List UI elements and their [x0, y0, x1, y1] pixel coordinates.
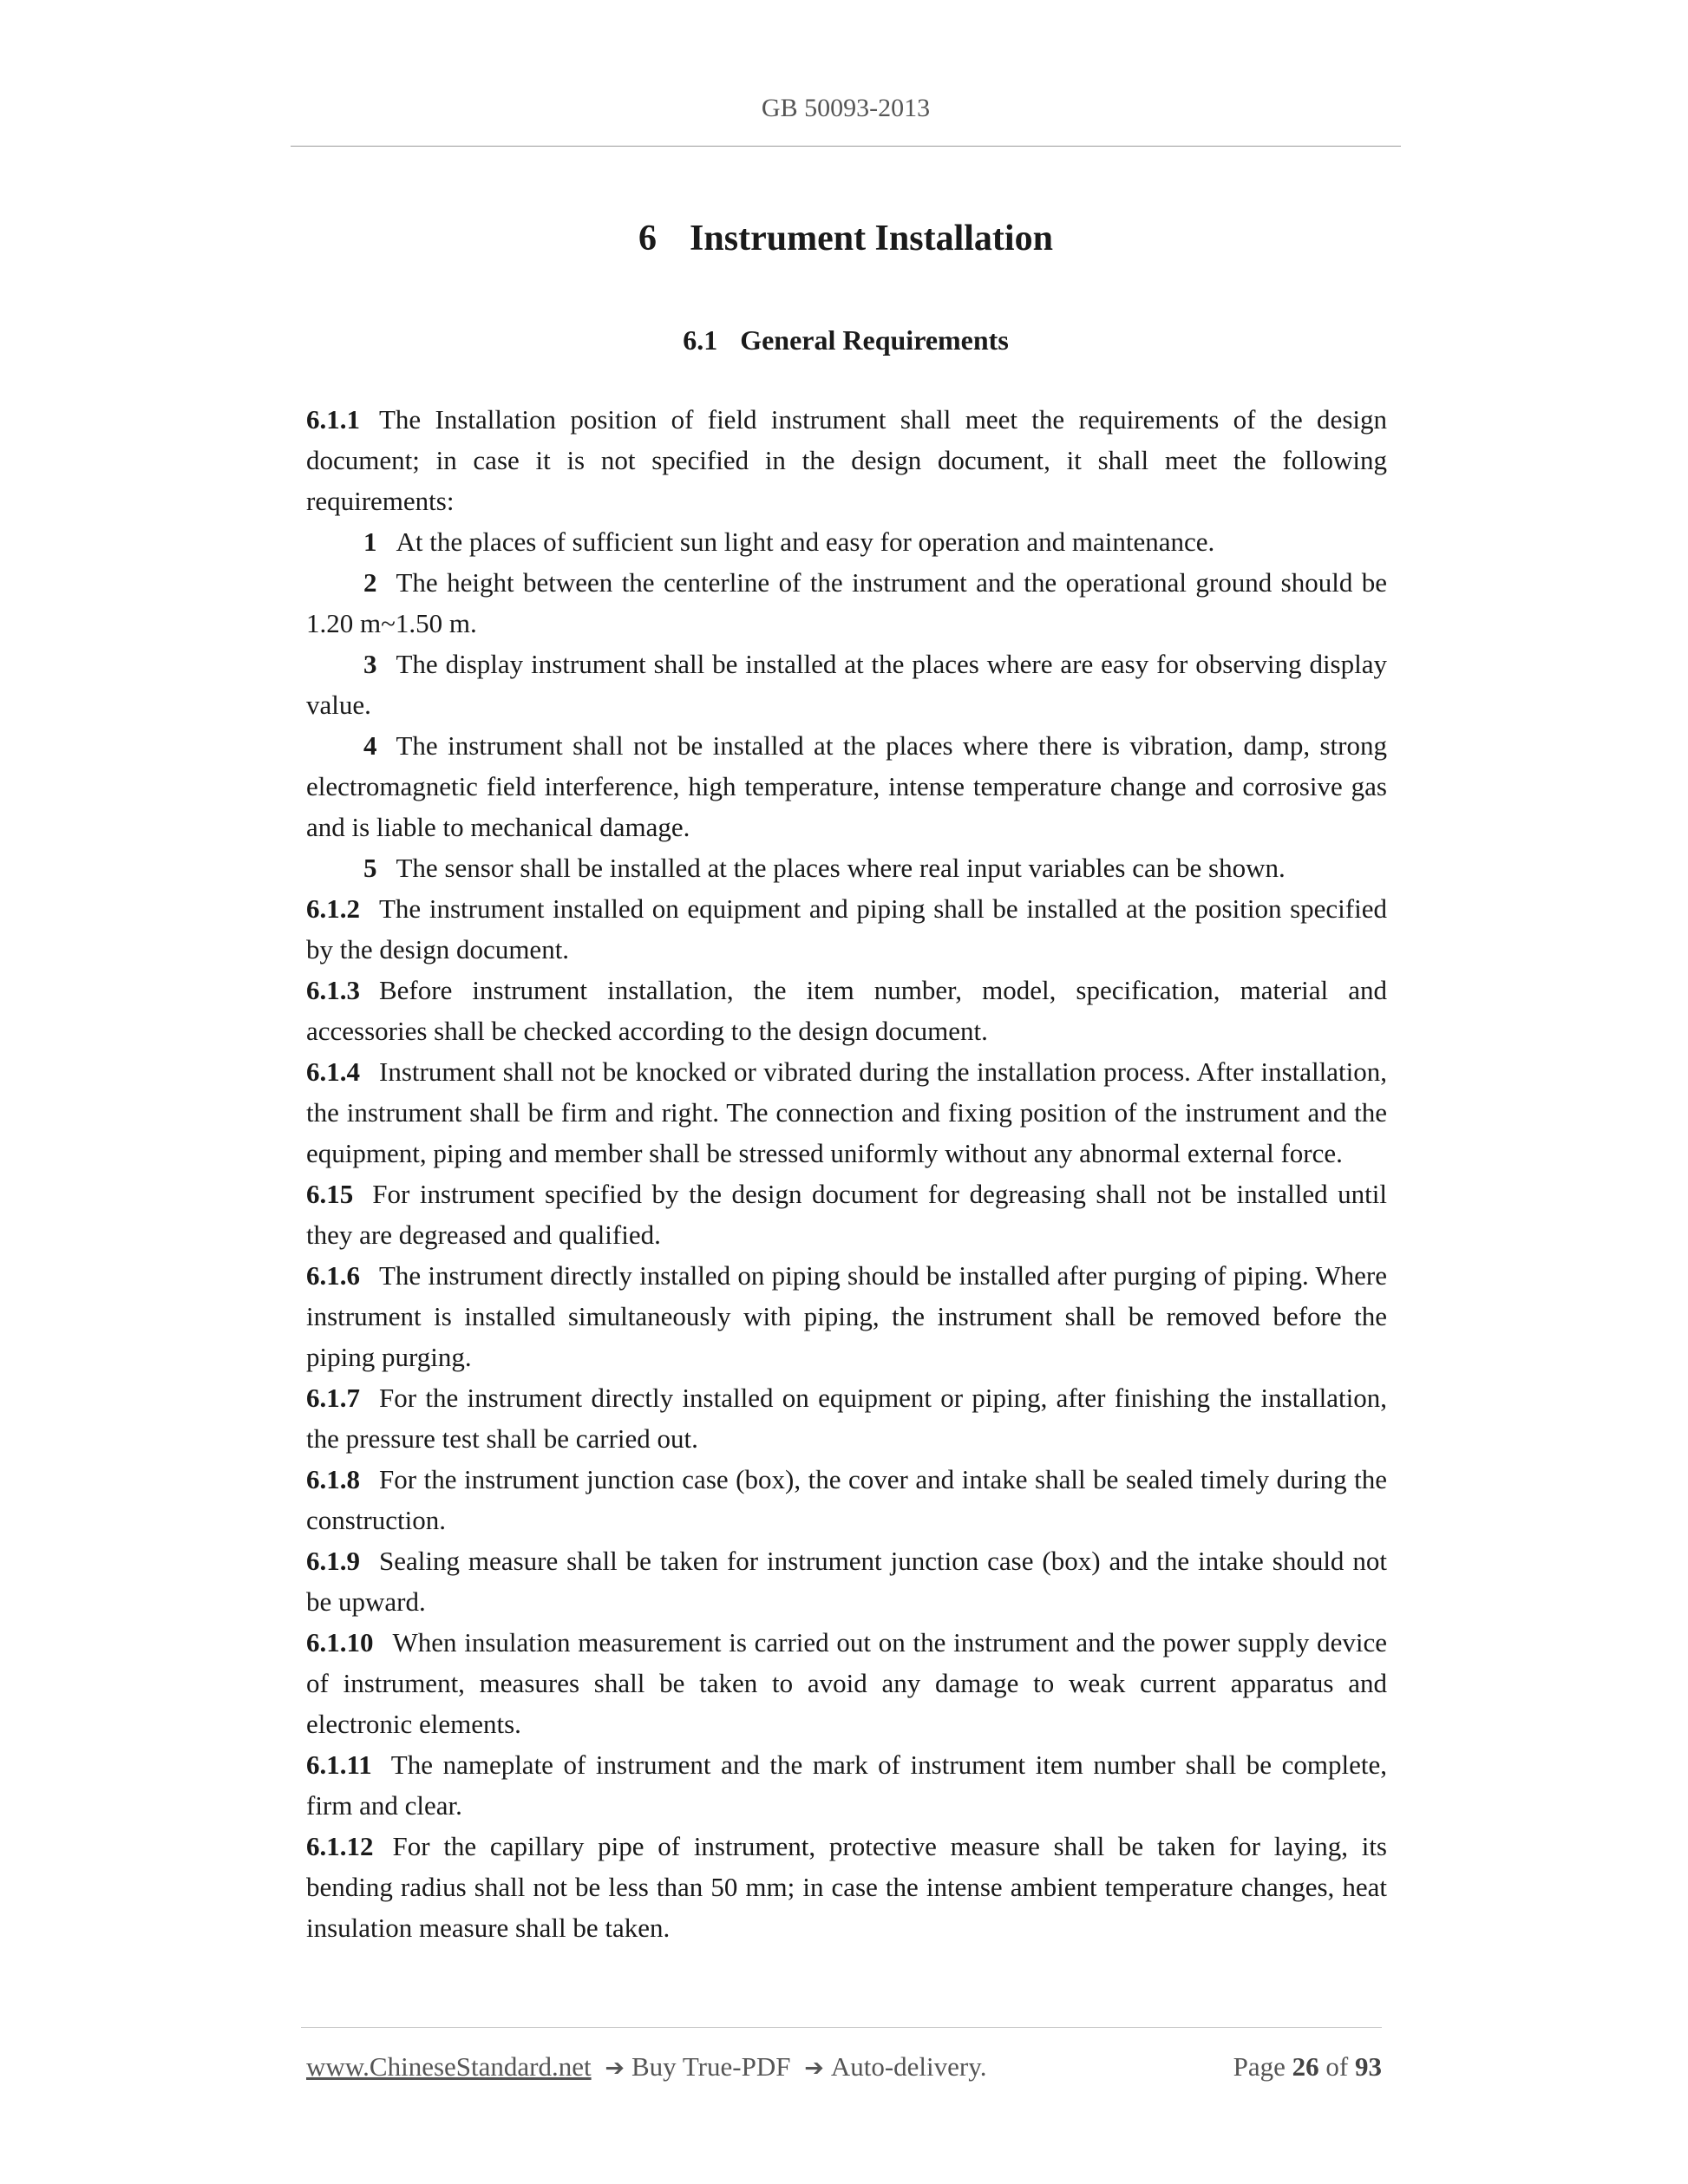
item-text: The sensor shall be installed at the places where real input variables can be shown.	[396, 853, 1286, 883]
header-divider	[291, 146, 1401, 147]
clause-text: For the instrument junction case (box), the cover and intake shall be sealed timely during the construction.	[306, 1464, 1387, 1535]
section-title	[291, 319, 1401, 361]
clause-number: 6.1.11	[306, 1749, 372, 1780]
clause-text: For the instrument directly installed on equipment or piping, after finishing the installation, the pressure test shall be carried out.	[306, 1383, 1387, 1454]
item-number: 4	[363, 730, 377, 761]
clause-text: The instrument directly installed on piping should be installed after purging of piping. Where instrument is installed simultaneously with piping, the instrument shall be removed before the piping purging.	[306, 1260, 1387, 1372]
clause-6-1-4	[306, 1051, 1387, 1174]
clause-number: 6.1.3	[306, 975, 360, 1005]
footer-promo	[306, 2047, 986, 2089]
footer-divider	[301, 2027, 1382, 2028]
item-text: The height between the centerline of the instrument and the operational ground should be 1.20 m~1.50 m.	[306, 567, 1387, 638]
clause-number: 6.1.1	[306, 404, 360, 435]
page-header: GB 50093-2013	[761, 94, 931, 122]
clause-6-1-5	[306, 1174, 1387, 1255]
clause-text: The Installation position of field instrument shall meet the requirements of the design document; in case it is not specified in the design document, it shall meet the following requirements:	[306, 404, 1387, 516]
clause-6-1-2	[306, 888, 1387, 970]
item-number: 2	[363, 567, 377, 598]
item-number: 5	[363, 853, 377, 883]
auto-delivery-text: Auto-delivery.	[830, 2051, 987, 2082]
chapter-number: 6	[638, 219, 658, 258]
chapter-title-text: Instrument Installation	[690, 219, 1053, 258]
chapter-title	[291, 213, 1401, 265]
section-number: 6.1	[683, 324, 718, 356]
clause-number: 6.1.9	[306, 1546, 360, 1576]
buy-true-pdf-text: Buy True-PDF	[631, 2051, 791, 2082]
list-item	[306, 847, 1387, 888]
clause-6-1-1	[306, 399, 1387, 521]
clause-number: 6.1.10	[306, 1627, 374, 1658]
item-text: The display instrument shall be installed at the places where are easy for observing display value.	[306, 649, 1387, 720]
clause-number: 6.1.12	[306, 1831, 374, 1861]
site-link[interactable]: www.ChineseStandard.net	[306, 2051, 592, 2082]
list-item	[306, 521, 1387, 562]
clause-text: For instrument specified by the design document for degreasing shall not be installed until they are degreased and qualified.	[306, 1179, 1387, 1250]
clause-number: 6.1.8	[306, 1464, 360, 1494]
clause-text: Before instrument installation, the item number, model, specification, material and accessories shall be checked according to the design document.	[306, 975, 1387, 1046]
clause-text: The instrument installed on equipment and piping shall be installed at the position specified by the design document.	[306, 893, 1387, 964]
clause-number: 6.1.6	[306, 1260, 360, 1291]
right-arrow-icon: ➔	[804, 2055, 824, 2082]
clause-6-1-6	[306, 1255, 1387, 1377]
page-current: 26	[1292, 2051, 1319, 2082]
item-number: 3	[363, 649, 377, 679]
clause-6-1-3	[306, 970, 1387, 1051]
clause-number: 6.1.7	[306, 1383, 360, 1413]
clause-6-1-10	[306, 1622, 1387, 1744]
clause-6-1-7	[306, 1377, 1387, 1459]
clause-number: 6.1.2	[306, 893, 360, 924]
item-number: 1	[363, 526, 377, 557]
item-text: The instrument shall not be installed at the places where there is vibration, damp, strong electromagnetic field interference, high temperature, intense temperature change and corrosive gas and is liable to mechanical damage.	[306, 730, 1387, 842]
list-item	[306, 562, 1387, 644]
of-label: of	[1325, 2051, 1349, 2082]
clause-6-1-9	[306, 1540, 1387, 1622]
page-total: 93	[1355, 2051, 1382, 2082]
right-arrow-icon: ➔	[605, 2055, 625, 2082]
clause-text: Instrument shall not be knocked or vibrated during the installation process. After installation, the instrument shall be firm and right. The connection and fixing position of the instrument and the equipment, piping and member shall be stressed uniformly without any abnormal external force.	[306, 1056, 1387, 1168]
clause-text: For the capillary pipe of instrument, protective measure shall be taken for laying, its bending radius shall not be less than 50 mm; in case the intense ambient temperature changes, heat insulation measure shall be taken.	[306, 1831, 1387, 1943]
list-item	[306, 725, 1387, 847]
section-title-text: General Requirements	[740, 324, 1009, 356]
list-item	[306, 644, 1387, 725]
clause-text: Sealing measure shall be taken for instrument junction case (box) and the intake should not be upward.	[306, 1546, 1387, 1617]
clause-text: The nameplate of instrument and the mark of instrument item number shall be complete, firm and clear.	[306, 1749, 1387, 1821]
clause-6-1-11	[306, 1744, 1387, 1826]
clause-6-1-8	[306, 1459, 1387, 1540]
page-number	[1233, 2047, 1382, 2087]
page-label: Page	[1233, 2051, 1286, 2082]
clause-6-1-12	[306, 1826, 1387, 1948]
document-body	[306, 399, 1387, 1948]
item-text: At the places of sufficient sun light and easy for operation and maintenance.	[396, 526, 1215, 557]
clause-text: When insulation measurement is carried out on the instrument and the power supply device of instrument, measures shall be taken to avoid any damage to weak current apparatus and electronic elements.	[306, 1627, 1387, 1739]
clause-number: 6.1.4	[306, 1056, 360, 1087]
clause-number: 6.15	[306, 1179, 354, 1209]
